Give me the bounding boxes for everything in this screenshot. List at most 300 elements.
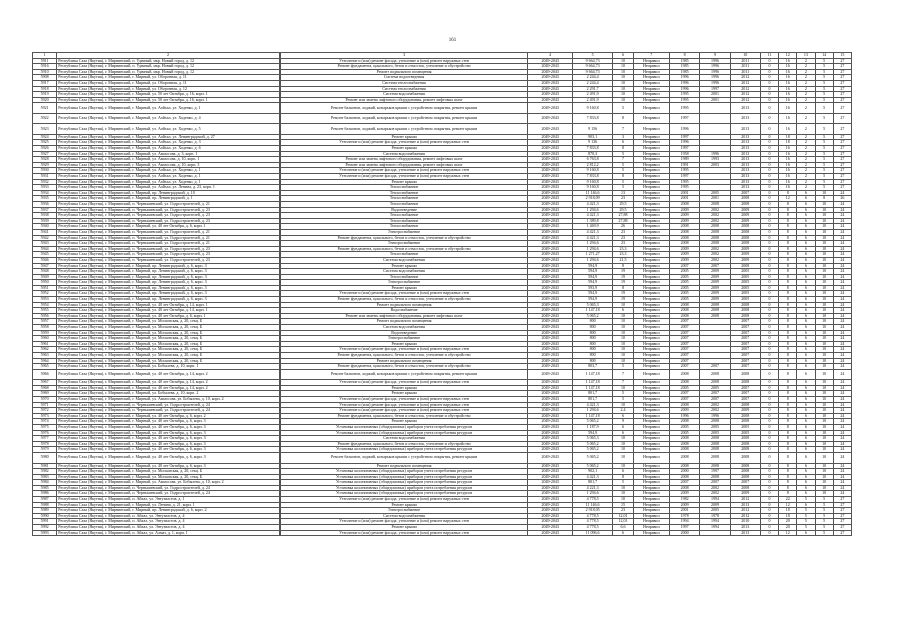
value-cell: 24	[833, 224, 851, 230]
year-cell: 1996	[700, 413, 730, 419]
work-type-cell: Ремонт фундамента, цокольного, бетон и отмосток, утепление и обустройство	[280, 246, 528, 252]
value-cell: 8	[779, 201, 797, 207]
floors-cell: 10	[613, 80, 633, 86]
status-cell: Неправил	[633, 280, 669, 286]
value-cell: 8	[779, 302, 797, 308]
year-cell: 2008	[700, 441, 730, 447]
value-cell: 0	[760, 168, 778, 174]
value-cell: 0	[760, 497, 778, 503]
value-cell: 16	[779, 80, 797, 86]
value-cell: 10	[815, 235, 833, 241]
row-number-cell: 5982	[33, 469, 57, 475]
year-cell: 2002	[700, 257, 730, 263]
floors-cell: 7	[613, 380, 633, 386]
value-cell: 0	[760, 358, 778, 364]
work-type-cell: Утепление и (или) ремонт фасада, утепление и (или) ремонт наружных стен	[280, 291, 528, 297]
floors-cell: 5	[613, 397, 633, 403]
row-number-cell: 5945	[33, 252, 57, 258]
work-type-cell: Ремонт крыши	[280, 146, 528, 152]
area-cell: 594,9	[572, 263, 612, 269]
period-cell: 2049-2043	[528, 347, 572, 353]
area-cell: 9 160,8	[572, 179, 612, 185]
year-cell: 2012	[730, 497, 760, 503]
address-cell: Республика Саха (Якутия), г. Мирнинский, г. Мирный, ул. Аэйхал, ул. Ходенко, д. 1	[57, 179, 279, 185]
work-type-cell: Утепление и (или) ремонт фасада, утепление и (или) ремонт наружных стен	[280, 380, 528, 386]
address-cell: Республика Саха (Якутия), г. Мирнинский, п. Айхал, ул. Алмаз, д. 1, корп. 1	[57, 530, 279, 536]
value-cell: 16	[779, 162, 797, 168]
year-cell: 1993	[700, 157, 730, 163]
year-cell: 2012	[730, 75, 760, 81]
value-cell: 0	[760, 134, 778, 140]
year-cell: 2008	[700, 447, 730, 453]
value-cell: 16	[779, 124, 797, 135]
value-cell: 5	[815, 157, 833, 163]
row-number-cell: 5924	[33, 134, 57, 140]
row-number-cell: 5955	[33, 308, 57, 314]
value-cell: 24	[833, 213, 851, 219]
year-built-cell: 2001	[669, 190, 699, 196]
year-built-cell: 2008	[669, 308, 699, 314]
year-built-cell: 2007	[669, 480, 699, 486]
row-number-cell: 5923	[33, 124, 57, 135]
value-cell: 10	[815, 325, 833, 331]
floors-cell: 10	[613, 313, 633, 319]
row-number-cell: 5950	[33, 280, 57, 286]
value-cell: 2	[797, 92, 815, 98]
value-cell: 8	[779, 313, 797, 319]
address-cell: Республика Саха (Якутия), г. Мирнинский, п. Чернышевский, ул. Гидростроителей, д. 21	[57, 235, 279, 241]
period-cell: 2049-2043	[528, 196, 572, 202]
status-cell: Неправил	[633, 196, 669, 202]
year-cell: 1978	[700, 513, 730, 519]
status-cell: Неправил	[633, 419, 669, 425]
value-cell: 6	[797, 402, 815, 408]
value-cell: 10	[815, 485, 833, 491]
row-number-cell: 5931	[33, 174, 57, 180]
value-cell: 6	[797, 308, 815, 314]
work-type-cell: Ремонт или замена лифтового оборудования, ремонт лифтовых шахт	[280, 162, 528, 168]
area-cell: 4 778,5	[572, 525, 612, 531]
year-cell: 2005	[730, 425, 760, 431]
value-cell: 24	[833, 347, 851, 353]
value-cell: 24	[833, 469, 851, 475]
status-cell: Неправил	[633, 134, 669, 140]
value-cell: 5	[815, 497, 833, 503]
year-built-cell: 1996	[669, 86, 699, 92]
value-cell: 8	[779, 207, 797, 213]
year-cell: 2007	[700, 364, 730, 370]
area-cell: 9 664,73	[572, 58, 612, 64]
status-cell: Неправил	[633, 347, 669, 353]
value-cell: 24	[833, 325, 851, 331]
address-cell: Республика Саха (Якутия), г. Мирнинский, п. Чернышевский, ул. Гидростроителей, д. 21	[57, 201, 279, 207]
value-cell: 16	[779, 58, 797, 64]
row-number-cell: 5948	[33, 269, 57, 275]
status-cell: Неправил	[633, 235, 669, 241]
value-cell: 8	[779, 330, 797, 336]
year-cell: 2005	[700, 430, 730, 436]
value-cell: 10	[815, 347, 833, 353]
work-type-cell: Ремонт или замена лифтового оборудования, ремонт лифтовых шахт	[280, 157, 528, 163]
status-cell: Неправил	[633, 64, 669, 70]
year-built-cell: 2008	[669, 419, 699, 425]
year-cell: 2008	[700, 463, 730, 469]
row-number-cell: 5926	[33, 146, 57, 152]
table-row	[33, 124, 852, 135]
year-built-cell: 2001	[669, 196, 699, 202]
status-cell: Неправил	[633, 364, 669, 370]
year-cell: 2007	[700, 391, 730, 397]
value-cell: 10	[815, 201, 833, 207]
status-cell: Неправил	[633, 291, 669, 297]
area-cell: 800	[572, 325, 612, 331]
value-cell: 6	[797, 485, 815, 491]
value-cell: 8	[779, 469, 797, 475]
work-type-cell: Утепление и (или) ремонт фасада, утепление и (или) ремонт наружных стен	[280, 168, 528, 174]
value-cell: 0	[760, 341, 778, 347]
value-cell: 8	[779, 190, 797, 196]
year-cell: 2012	[730, 80, 760, 86]
address-cell: Республика Саха (Якутия), г. Мирнинский, г. Мирный, пр. Ленинградский, д. 6, корп. 3	[57, 285, 279, 291]
value-cell: 0	[760, 385, 778, 391]
row-number-cell: 5922	[33, 113, 57, 124]
value-cell: 24	[833, 201, 851, 207]
address-cell: Республика Саха (Якутия), г. Мирнинский, г. Мирный, пр. Ленинградский, д. 1	[57, 196, 279, 202]
area-cell: 593,9	[572, 285, 612, 291]
value-cell: 2	[797, 146, 815, 152]
status-cell: Неправил	[633, 75, 669, 81]
period-cell: 2049-2043	[528, 134, 572, 140]
area-cell: 9 160,8	[572, 185, 612, 191]
year-built-cell: 2009	[669, 246, 699, 252]
year-cell: 2007	[730, 341, 760, 347]
value-cell: 27	[833, 140, 851, 146]
area-cell: 9 664,73	[572, 69, 612, 75]
year-built-cell: 1997	[669, 174, 699, 180]
value-cell: 24	[833, 341, 851, 347]
year-cell: 2002	[700, 491, 730, 497]
value-cell: 0	[760, 325, 778, 331]
period-cell: 2049-2043	[528, 308, 572, 314]
row-number-cell: 5908	[33, 75, 57, 81]
value-cell: 16	[779, 185, 797, 191]
year-cell: 2007	[730, 190, 760, 196]
value-cell: 24	[833, 285, 851, 291]
row-number-cell: 5919	[33, 92, 57, 98]
address-cell: Республика Саха (Якутия), г. Мирнинский, г. Мирный, ул. Аэйхал, ул. Ходенко, д. 5	[57, 124, 279, 135]
year-built-cell: 2008	[669, 441, 699, 447]
status-cell: Неправил	[633, 502, 669, 508]
value-cell: 6	[797, 491, 815, 497]
work-type-cell: Ремонт балконов, лоджий, козырьков крыши с устройством покрытия, ремонт крыши	[280, 453, 528, 464]
work-type-cell: Ремонт балконов, лоджий, козырьков крыши с устройством покрытия, ремонт крыши	[280, 113, 528, 124]
area-cell: 9 160,8	[572, 168, 612, 174]
value-cell: 0	[760, 485, 778, 491]
period-cell: 2049-2043	[528, 92, 572, 98]
year-cell: 2005	[700, 190, 730, 196]
work-type-cell: Система водоснабжения	[280, 513, 528, 519]
value-cell: 27	[833, 103, 851, 114]
row-number-cell: 5972	[33, 408, 57, 414]
work-type-cell: Теплоснабжение	[280, 218, 528, 224]
year-cell: 2008	[700, 453, 730, 464]
work-type-cell: Теплоснабжение	[280, 190, 528, 196]
period-cell: 2049-2043	[528, 69, 572, 75]
value-cell: 5	[815, 113, 833, 124]
row-number-cell: 5952	[33, 291, 57, 297]
row-number-cell: 5988	[33, 502, 57, 508]
work-type-cell: Ремонт подвального помещения	[280, 69, 528, 75]
status-cell: Неправил	[633, 179, 669, 185]
work-type-cell: Ремонт крыши	[280, 285, 528, 291]
row-number-cell: 5918	[33, 86, 57, 92]
value-cell: 18	[779, 513, 797, 519]
year-cell: 2007	[730, 325, 760, 331]
area-cell: 1 147,18	[572, 308, 612, 314]
year-cell: 2009	[700, 502, 730, 508]
row-number-cell: 5910	[33, 69, 57, 75]
value-cell: 8	[779, 413, 797, 419]
value-cell: 6	[797, 480, 815, 486]
period-cell: 2049-2043	[528, 213, 572, 219]
area-cell: 800	[572, 353, 612, 359]
value-cell: 8	[779, 229, 797, 235]
year-cell: 2008	[730, 235, 760, 241]
year-built-cell: 1996	[669, 140, 699, 146]
period-cell: 2049-2043	[528, 291, 572, 297]
value-cell: 6	[797, 224, 815, 230]
year-built-cell: 2008	[669, 463, 699, 469]
period-cell: 2049-2043	[528, 463, 572, 469]
value-cell: 8	[779, 319, 797, 325]
year-cell: 2008	[730, 224, 760, 230]
value-cell: 10	[815, 241, 833, 247]
value-cell: 6	[797, 330, 815, 336]
status-cell: Неправил	[633, 330, 669, 336]
year-cell: 2013	[730, 103, 760, 114]
value-cell: 8	[779, 430, 797, 436]
value-cell: 6	[797, 302, 815, 308]
address-cell: Республика Саха (Якутия), г. Мирнинский, г. Мирный, пр. Ленинградский, д. 6, корп. 3	[57, 274, 279, 280]
period-cell: 2049-2043	[528, 146, 572, 152]
area-cell: 5 065,2	[572, 447, 612, 453]
row-number-cell: 5939	[33, 218, 57, 224]
value-cell: 0	[760, 69, 778, 75]
period-cell: 2049-2043	[528, 97, 572, 103]
value-cell: 24	[833, 391, 851, 397]
value-cell: 27	[833, 113, 851, 124]
work-type-cell: Электроснабжение	[280, 229, 528, 235]
year-built-cell: 2009	[669, 213, 699, 219]
value-cell: 6	[797, 269, 815, 275]
floors-cell: 29,5	[613, 201, 633, 207]
period-cell: 2049-2043	[528, 207, 572, 213]
value-cell: 24	[833, 385, 851, 391]
row-number-cell: 5969	[33, 391, 57, 397]
floors-cell: 10	[613, 302, 633, 308]
value-cell: 24	[833, 436, 851, 442]
year-cell: 2009	[730, 257, 760, 263]
period-cell: 2049-2043	[528, 380, 572, 386]
value-cell: 5	[797, 525, 815, 531]
area-cell: 4 778,5	[572, 519, 612, 525]
floors-cell: 10	[613, 402, 633, 408]
year-built-cell: 2007	[669, 358, 699, 364]
year-cell: 2008	[700, 241, 730, 247]
value-cell: 6	[797, 257, 815, 263]
work-type-cell: Электроснабжение	[280, 508, 528, 514]
row-number-cell: 5960	[33, 336, 57, 342]
value-cell: 6	[797, 463, 815, 469]
year-built-cell: 2005	[669, 385, 699, 391]
floors-cell: 10	[613, 319, 633, 325]
value-cell: 6	[797, 474, 815, 480]
year-cell: 2008	[730, 263, 760, 269]
period-cell: 2049-2043	[528, 408, 572, 414]
address-cell: Республика Саха (Якутия), г. Мирнинский, п. Удачный, мкр. Новый город, д. 12	[57, 69, 279, 75]
year-built-cell: 2008	[669, 313, 699, 319]
address-cell: Республика Саха (Якутия), г. Мирнинский, г. Мирный, ул. Бобылева, д. 10, корп. 1	[57, 364, 279, 370]
year-built-cell: 2007	[669, 341, 699, 347]
status-cell: Неправил	[633, 308, 669, 314]
value-cell: 24	[833, 480, 851, 486]
value-cell: 16	[779, 75, 797, 81]
status-cell: Неправил	[633, 157, 669, 163]
value-cell: 10	[815, 408, 833, 414]
address-cell: Республика Саха (Якутия), г. Мирнинский, п. Чернышевский, ул. Гидростроителей, д. 21	[57, 229, 279, 235]
year-built-cell: 1997	[669, 134, 699, 140]
address-cell: Республика Саха (Якутия), г. Мирнинский, г. Мирный, ул. Аэйхал, ул. Ходенко, д. 6	[57, 146, 279, 152]
year-cell: 2013	[730, 168, 760, 174]
address-cell: Республика Саха (Якутия), г. Мирнинский, п. Чернышевский, ул. Гидростроителей, д. 24	[57, 402, 279, 408]
status-cell: Неправил	[633, 441, 669, 447]
year-built-cell: 1985	[669, 69, 699, 75]
value-cell: 10	[815, 463, 833, 469]
value-cell: 8	[779, 347, 797, 353]
value-cell: 8	[779, 436, 797, 442]
floors-cell: 5	[613, 185, 633, 191]
value-cell: 6	[797, 380, 815, 386]
year-cell: 1994	[700, 525, 730, 531]
year-cell: 2009	[730, 213, 760, 219]
value-cell: 27	[833, 502, 851, 508]
value-cell: 24	[833, 252, 851, 258]
status-cell: Неправил	[633, 436, 669, 442]
status-cell: Неправил	[633, 525, 669, 531]
status-cell: Неправил	[633, 369, 669, 380]
value-cell: 10	[815, 252, 833, 258]
floors-cell: 10	[613, 358, 633, 364]
work-type-cell: Установка коллективных (общедомовых) приборов учета потребления ресурсов	[280, 469, 528, 475]
data-table	[32, 52, 852, 536]
value-cell: 8	[779, 491, 797, 497]
status-cell: Неправил	[633, 213, 669, 219]
address-cell: Республика Саха (Якутия), г. Мирнинский, г. Мирный, ул. Московская, д. 20, секц. Б	[57, 347, 279, 353]
value-cell: 24	[833, 441, 851, 447]
value-cell: 24	[833, 246, 851, 252]
period-cell: 2049-2043	[528, 80, 572, 86]
year-cell: 2008	[700, 369, 730, 380]
row-number-cell: 5933	[33, 185, 57, 191]
value-cell: 27	[833, 58, 851, 64]
floors-cell: 5	[613, 168, 633, 174]
status-cell: Неправил	[633, 313, 669, 319]
floors-cell: 29,5	[613, 207, 633, 213]
floors-cell: 10	[613, 436, 633, 442]
year-built-cell: 2009	[669, 257, 699, 263]
year-cell: 2008	[700, 380, 730, 386]
year-cell: 2008	[730, 485, 760, 491]
period-cell: 2049-2043	[528, 263, 572, 269]
value-cell: 10	[815, 319, 833, 325]
value-cell: 26	[833, 196, 851, 202]
year-cell: 2011	[730, 69, 760, 75]
status-cell: Неправил	[633, 336, 669, 342]
work-type-cell: Электроснабжение	[280, 280, 528, 286]
value-cell: 24	[833, 358, 851, 364]
value-cell: 0	[760, 469, 778, 475]
value-cell: 0	[760, 252, 778, 258]
value-cell: 0	[760, 463, 778, 469]
row-number-cell: 5965	[33, 364, 57, 370]
value-cell: 10	[815, 441, 833, 447]
row-number-cell: 5959	[33, 330, 57, 336]
floors-cell: 10	[613, 463, 633, 469]
row-number-cell: 5935	[33, 196, 57, 202]
floors-cell: 5	[613, 480, 633, 486]
area-cell: 800	[572, 347, 612, 353]
value-cell: 6	[797, 391, 815, 397]
period-cell: 2049-2043	[528, 179, 572, 185]
period-cell: 2049-2043	[528, 86, 572, 92]
row-number-cell: 5977	[33, 436, 57, 442]
year-built-cell: 1996	[669, 413, 699, 419]
value-cell: 6	[797, 341, 815, 347]
work-type-cell: Система водоснабжения	[280, 151, 528, 157]
year-cell: 2007	[730, 385, 760, 391]
value-cell: 16	[779, 86, 797, 92]
row-number-cell: 5983	[33, 474, 57, 480]
year-built-cell: 2005	[669, 269, 699, 275]
year-built-cell: 2007	[669, 353, 699, 359]
year-cell: 2009	[700, 291, 730, 297]
address-cell: Республика Саха (Якутия), г. Мирнинский, г. Мирный, ул. 40 лет Октября, д. 6, корп. 1	[57, 313, 279, 319]
status-cell: Неправил	[633, 252, 669, 258]
year-built-cell: 1978	[669, 513, 699, 519]
address-cell: Республика Саха (Якутия), г. Мирнинский, г. Мирный, ул. 40 лет Октября, д. 14, корп. 2	[57, 385, 279, 391]
floors-cell: 5	[613, 103, 633, 114]
value-cell: 8	[779, 463, 797, 469]
row-number-cell: 5928	[33, 157, 57, 163]
year-built-cell: 1996	[669, 124, 699, 135]
floors-cell: 23	[613, 196, 633, 202]
floors-cell: 12,01	[613, 513, 633, 519]
row-number-cell: 5962	[33, 347, 57, 353]
address-cell: Республика Саха (Якутия), г. Мирнинский, п. Чернышевский, ул. Гидростроителей, д. 24	[57, 408, 279, 414]
floors-cell: 10	[613, 453, 633, 464]
year-cell: 2008	[700, 302, 730, 308]
area-cell: 800	[572, 330, 612, 336]
value-cell: 24	[833, 218, 851, 224]
year-cell: 2008	[730, 369, 760, 380]
area-cell: 803,7	[572, 364, 612, 370]
value-cell: 0	[760, 92, 778, 98]
area-cell: 7 833,8	[572, 146, 612, 152]
value-cell: 10	[815, 341, 833, 347]
address-cell: Республика Саха (Якутия), г. Мирнинский, п. Айхал, ул. Энтузиастов, д. 1	[57, 497, 279, 503]
year-cell: 2008	[700, 224, 730, 230]
period-cell: 2049-2043	[528, 402, 572, 408]
